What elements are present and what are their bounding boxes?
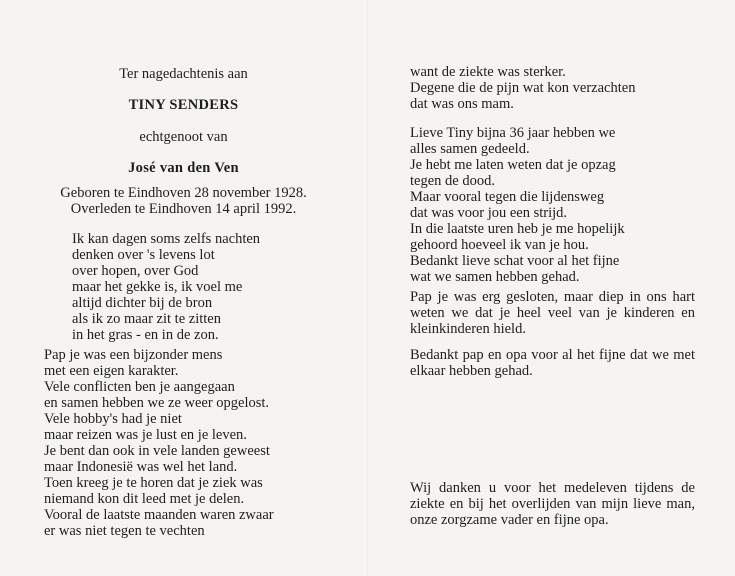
deceased-name: TINY SENDERS <box>128 97 239 113</box>
right-page <box>368 0 735 576</box>
poem-line: als ik zo maar zit te zitten <box>72 311 221 327</box>
spouse-intro: echtgenoot van <box>139 129 228 145</box>
text-line: dat was voor jou een strijd. <box>410 205 568 221</box>
death-line: Overleden te Eindhoven 14 april 1992. <box>70 201 297 217</box>
thanks-line: onze zorgzame vader en fijne opa. <box>410 512 609 528</box>
bio-line: Je bent dan ook in vele landen geweest <box>44 443 270 459</box>
bio-line: niemand kon dit leed met je delen. <box>44 491 245 507</box>
text-line: In die laatste uren heb je me hopelijk <box>410 221 625 237</box>
text-line: Pap je was erg gesloten, maar diep in ons hart <box>410 289 695 305</box>
bio-line: maar reizen was je lust en je leven. <box>44 427 247 443</box>
spouse-name: José van den Ven <box>128 160 239 176</box>
text-line: gehoord hoeveel ik van je hou. <box>410 237 589 253</box>
poem-line: over hopen, over God <box>72 263 199 279</box>
bio-line: Pap je was een bijzonder mens <box>44 347 223 363</box>
bio-line: Vele conflicten ben je aangegaan <box>44 379 235 395</box>
text-line: wat we samen hebben gehad. <box>410 269 580 285</box>
text-line: dat was ons mam. <box>410 96 514 112</box>
memorial-intro: Ter nagedachtenis aan <box>119 66 248 82</box>
bio-line: er was niet tegen te vechten <box>44 523 205 539</box>
text-line: Degene die de pijn wat kon verzachten <box>410 80 636 96</box>
bio-line: met een eigen karakter. <box>44 363 179 379</box>
text-line: Bedankt lieve schat voor al het fijne <box>410 253 620 269</box>
text-line: weten we dat je heel veel van je kinderen en <box>410 305 695 321</box>
poem-line: maar het gekke is, ik voel me <box>72 279 243 295</box>
text-line: kleinkinderen hield. <box>410 321 526 337</box>
left-page <box>0 0 367 576</box>
thanks-line: ziekte en bij het overlijden van mijn lieve man, <box>410 496 695 512</box>
text-line: Bedankt pap en opa voor al het fijne dat we met <box>410 347 695 363</box>
bio-line: Toen kreeg je te horen dat je ziek was <box>44 475 263 491</box>
bio-line: en samen hebben we ze weer opgelost. <box>44 395 270 411</box>
poem-line: altijd dichter bij de bron <box>72 295 213 311</box>
thanks-line: Wij danken u voor het medeleven tijdens de <box>410 480 695 496</box>
birth-line: Geboren te Eindhoven 28 november 1928. <box>60 185 307 201</box>
text-line: Lieve Tiny bijna 36 jaar hebben we <box>410 125 616 141</box>
text-line: alles samen gedeeld. <box>410 141 530 157</box>
text-line: Maar vooral tegen die lijdensweg <box>410 189 605 205</box>
bio-line: maar Indonesië was wel het land. <box>44 459 238 475</box>
text-line: elkaar hebben gehad. <box>410 363 533 379</box>
poem-line: denken over 's levens lot <box>72 247 215 263</box>
text-line: want de ziekte was sterker. <box>410 64 566 80</box>
text-line: tegen de dood. <box>410 173 495 189</box>
text-line: Je hebt me laten weten dat je opzag <box>410 157 616 173</box>
poem-line: in het gras - en in de zon. <box>72 327 219 343</box>
bio-line: Vooral de laatste maanden waren zwaar <box>44 507 274 523</box>
poem-line: Ik kan dagen soms zelfs nachten <box>72 231 261 247</box>
bio-line: Vele hobby's had je niet <box>44 411 182 427</box>
